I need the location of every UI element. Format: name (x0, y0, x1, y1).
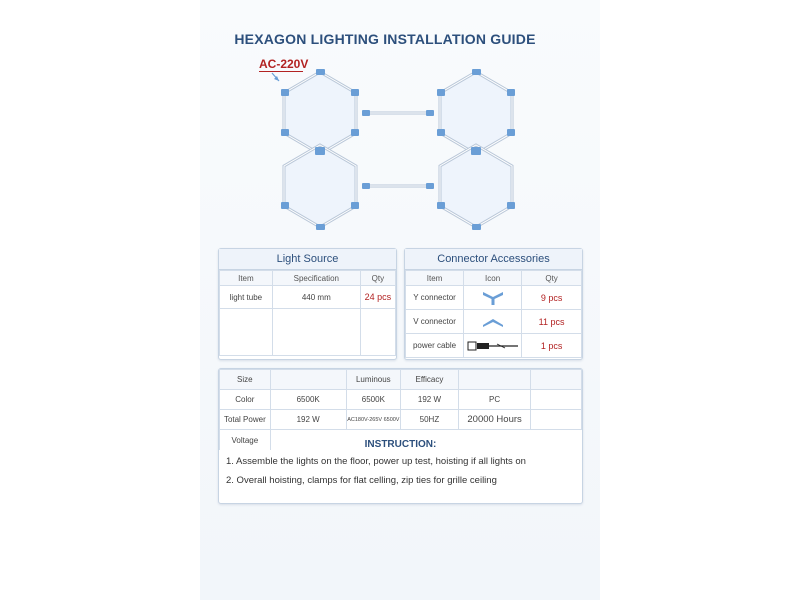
spec-label: Total Power (220, 410, 271, 430)
table-row (220, 286, 396, 309)
hexagon-top-right (440, 72, 512, 154)
light-source-heading: Light Source (219, 249, 396, 270)
column-header: Specification (272, 271, 360, 286)
hexagon-bottom-right (440, 145, 512, 227)
page-title: HEXAGON LIGHTING INSTALLATION GUIDE (234, 31, 536, 47)
item-cell: V connector (406, 310, 464, 334)
item-cell: Y connector (406, 286, 464, 310)
spec-cell: 440 mm (272, 286, 360, 309)
spec-value: 20000 Hours (458, 410, 530, 430)
hexagon-bottom-left (284, 145, 356, 227)
instruction-list (219, 452, 582, 490)
spec-value: 192 W (270, 410, 346, 430)
spec-value: 6500K (270, 390, 346, 410)
table-row (220, 390, 582, 410)
spec-label: Luminous (346, 370, 400, 390)
light-source-panel (218, 248, 397, 360)
light-source-table (219, 270, 396, 356)
qty-cell: 9 pcs (522, 286, 582, 310)
item-cell: light tube (220, 286, 273, 309)
column-header: Item (406, 271, 464, 286)
spec-label: Voltage (220, 430, 271, 451)
table-row (220, 410, 582, 430)
spec-value: AC180V-265V 6500V (346, 410, 400, 430)
table-row (406, 310, 582, 334)
spec-label: Size (220, 370, 271, 390)
specification-panel (218, 368, 583, 504)
column-header: Qty (360, 271, 395, 286)
table-row (220, 309, 396, 356)
ac-voltage-label: AC-220V (259, 57, 309, 71)
instruction-step: 1. Assemble the lights on the floor, power up test, hoisting if all lights on (226, 456, 526, 467)
hexagon-top-left (284, 72, 356, 154)
connector-accessories-heading: Connector Accessories (405, 249, 582, 270)
qty-cell: 24 pcs (360, 286, 395, 309)
column-header: Icon (464, 271, 522, 286)
connector-accessories-panel (404, 248, 583, 360)
hexagon-layout-diagram (258, 68, 538, 232)
spec-label: Efficacy (400, 370, 458, 390)
qty-cell: 11 pcs (522, 310, 582, 334)
spec-value: PC (458, 390, 530, 410)
instruction-heading: INSTRUCTION: (364, 439, 437, 450)
y-connector-icon (464, 286, 522, 310)
column-header: Item (220, 271, 273, 286)
spec-label: Color (220, 390, 271, 410)
connector-table (405, 270, 582, 358)
table-row (406, 286, 582, 310)
column-header: Qty (522, 271, 582, 286)
spec-value: 50HZ (400, 410, 458, 430)
qty-cell: 1 pcs (522, 334, 582, 358)
v-connector-icon (464, 310, 522, 334)
item-cell: power cable (406, 334, 464, 358)
instruction-step: 2. Overall hoisting, clamps for flat celling, zip ties for grille ceiling (226, 475, 497, 486)
spec-value: 6500K (346, 390, 400, 410)
power-cable-icon (464, 334, 522, 358)
spec-value: 192 W (400, 390, 458, 410)
table-row (220, 370, 582, 390)
table-row (406, 334, 582, 358)
